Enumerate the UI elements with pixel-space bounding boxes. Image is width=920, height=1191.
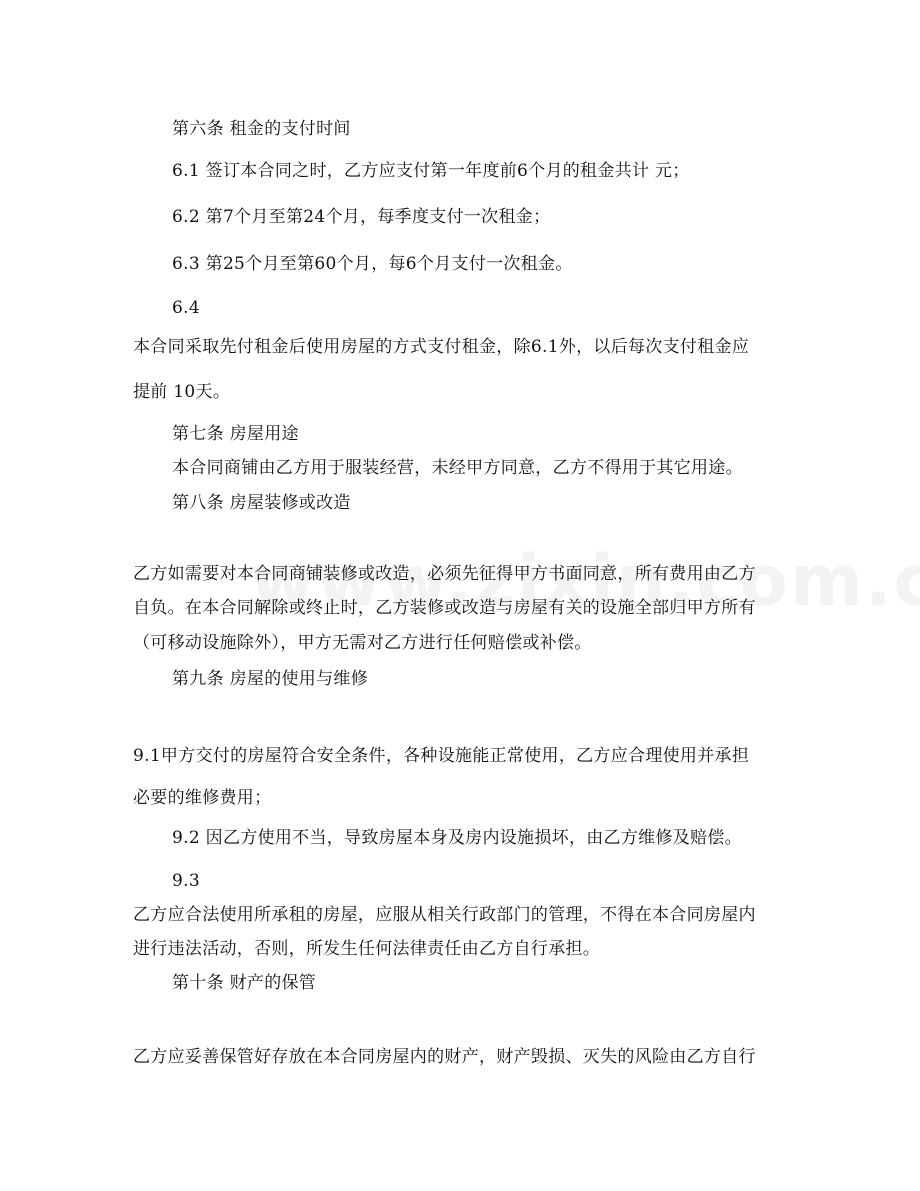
article-10-heading: 第十条 财产的保管 xyxy=(172,973,317,993)
clause-9-3-number: 9.3 xyxy=(172,871,200,891)
article-8-text-2: 自负。在本合同解除或终止时，乙方装修或改造与房屋有关的设施全部归甲方所有 xyxy=(133,598,756,618)
clause-6-3: 6.3 第25个月至第60个月，每6个月支付一次租金。 xyxy=(172,254,573,274)
clause-6-4-text-cont: 提前 10天。 xyxy=(133,382,231,402)
article-9-heading: 第九条 房屋的使用与维修 xyxy=(172,669,369,689)
clause-9-3-text-2: 进行违法活动，否则，所发生任何法律责任由乙方自行承担。 xyxy=(133,939,601,959)
article-8-heading: 第八条 房屋装修或改造 xyxy=(172,493,351,513)
clause-6-2: 6.2 第7个月至第24个月，每季度支付一次租金； xyxy=(172,207,551,227)
article-10-text-1: 乙方应妥善保管好存放在本合同房屋内的财产，财产毁损、灭失的风险由乙方自行 xyxy=(133,1047,756,1067)
article-8-text-3: （可移动设施除外），甲方无需对乙方进行任何赔偿或补偿。 xyxy=(133,633,592,653)
article-8-text-1: 乙方如需要对本合同商铺装修或改造，必须先征得甲方书面同意，所有费用由乙方 xyxy=(133,564,756,584)
clause-9-3-text-1: 乙方应合法使用所承租的房屋，应服从相关行政部门的管理，不得在本合同房屋内 xyxy=(133,905,756,925)
clause-9-1-text-1: 9.1甲方交付的房屋符合安全条件，各种设施能正常使用，乙方应合理使用并承担 xyxy=(133,746,750,766)
article-7-text: 本合同商铺由乙方用于服装经营，未经甲方同意，乙方不得用于其它用途。 xyxy=(172,458,743,478)
clause-9-1-text-2: 必要的维修费用； xyxy=(133,788,272,808)
article-7-heading: 第七条 房屋用途 xyxy=(172,424,299,444)
clause-6-4-text: 本合同采取先付租金后使用房屋的方式支付租金，除6.1外，以后每次支付租金应 xyxy=(133,337,750,357)
clause-6-1: 6.1 签订本合同之时，乙方应支付第一年度前6个月的租金共计 元； xyxy=(172,161,690,181)
clause-9-2: 9.2 因乙方使用不当，导致房屋本身及房内设施损坏，由乙方维修及赔偿。 xyxy=(172,828,742,848)
clause-6-4-number: 6.4 xyxy=(172,298,200,318)
article-6-heading: 第六条 租金的支付时间 xyxy=(172,119,351,139)
